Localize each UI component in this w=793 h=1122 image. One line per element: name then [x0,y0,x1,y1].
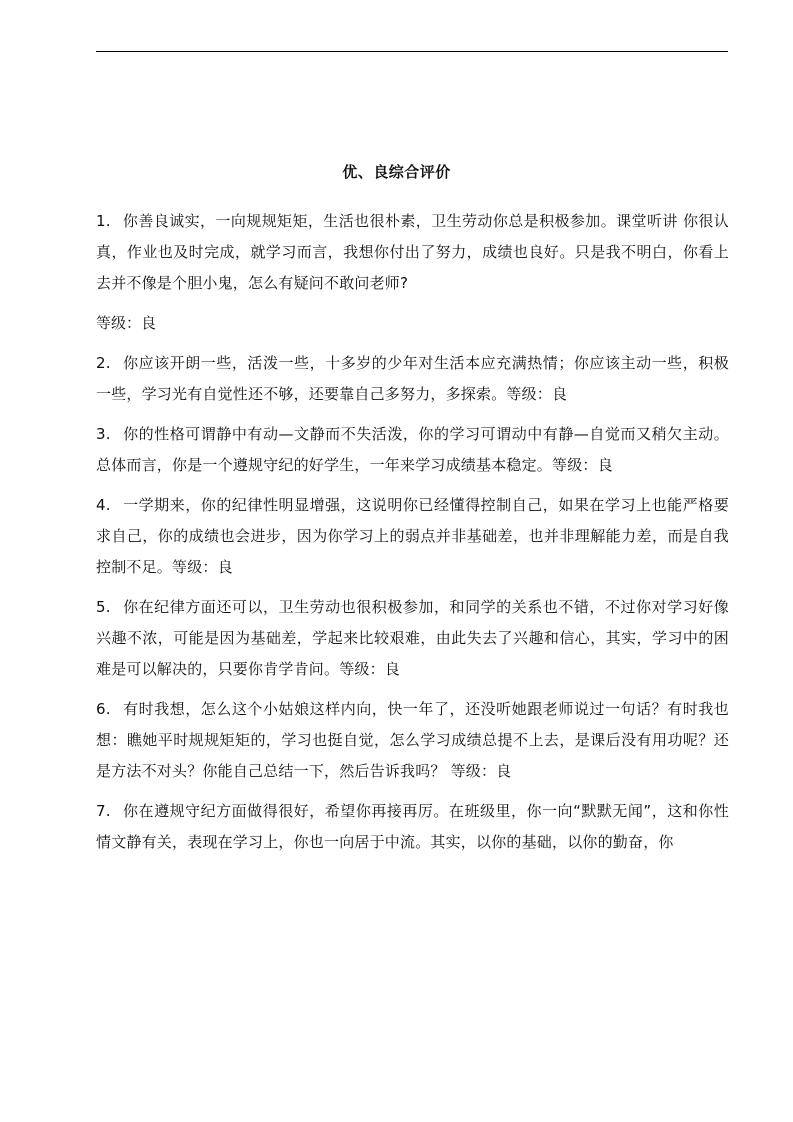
item-text: 你在遵规守纪方面做得很好，希望你再接再厉。在班级里，你一向“默默无闻”，这和你性情文静有关，表现在学习上，你也一向居于中流。其实，以你的基础，以你的勤奋，你 [96,802,729,851]
evaluation-item-1 [96,206,729,299]
item-number: 6. [96,700,111,718]
item-number: 3. [96,425,111,443]
document-title: 优、良综合评价 [342,163,451,181]
evaluation-item-5 [96,592,729,685]
item-text: 你应该开朗一些，活泼一些，十多岁的少年对生活本应充满热情；你应该主动一些，积极一些，学习光有自觉性还不够，还要靠自己多努力，多探索。等级：良 [96,354,729,403]
evaluation-item-6 [96,694,729,787]
evaluation-item-4 [96,490,729,583]
header-rule [96,51,728,52]
item-number: 7. [96,802,111,820]
item-text: 一学期来，你的纪律性明显增强，这说明你已经懂得控制自己，如果在学习上也能严格要求自己，你的成绩也会进步，因为你学习上的弱点并非基础差，也并非理解能力差，而是自我控制不足。等级：良 [96,496,729,576]
document-body [96,206,729,867]
item-number: 5. [96,598,111,616]
item-number: 2. [96,354,111,372]
evaluation-item-3 [96,419,729,481]
item-text: 你的性格可谓静中有动—文静而不失活泼，你的学习可谓动中有静—自觉而又稍欠主动。总体而言，你是一个遵规守纪的好学生，一年来学习成绩基本稳定。等级：良 [96,425,729,474]
item-number: 4. [96,496,111,514]
evaluation-item-2 [96,348,729,410]
item-text: 你善良诚实，一向规规矩矩，生活也很朴素，卫生劳动你总是积极参加。课堂听讲 你很认真，作业也及时完成，就学习而言，我想你付出了努力，成绩也良好。只是我不明白，你看上去并不像是个胆小鬼，怎么有疑问不敢问老师? [96,212,729,292]
item-grade: 等级：良 [96,314,157,332]
evaluation-item-7 [96,796,729,858]
item-number: 1. [96,212,111,230]
item-text: 有时我想，怎么这个小姑娘这样内向，快一年了，还没听她跟老师说过一句话？有时我也想：瞧她平时规规矩矩的，学习也挺自觉，怎么学习成绩总提不上去，是课后没有用功呢？还是方法不对头？你能自己总结一下，然后告诉我吗？ 等级：良 [96,700,729,780]
item-text: 你在纪律方面还可以，卫生劳动也很积极参加，和同学的关系也不错，不过你对学习好像兴趣不浓，可能是因为基础差，学起来比较艰难，由此失去了兴趣和信心，其实，学习中的困难是可以解决的，只要你肯学肯问。等级：良 [96,598,729,678]
